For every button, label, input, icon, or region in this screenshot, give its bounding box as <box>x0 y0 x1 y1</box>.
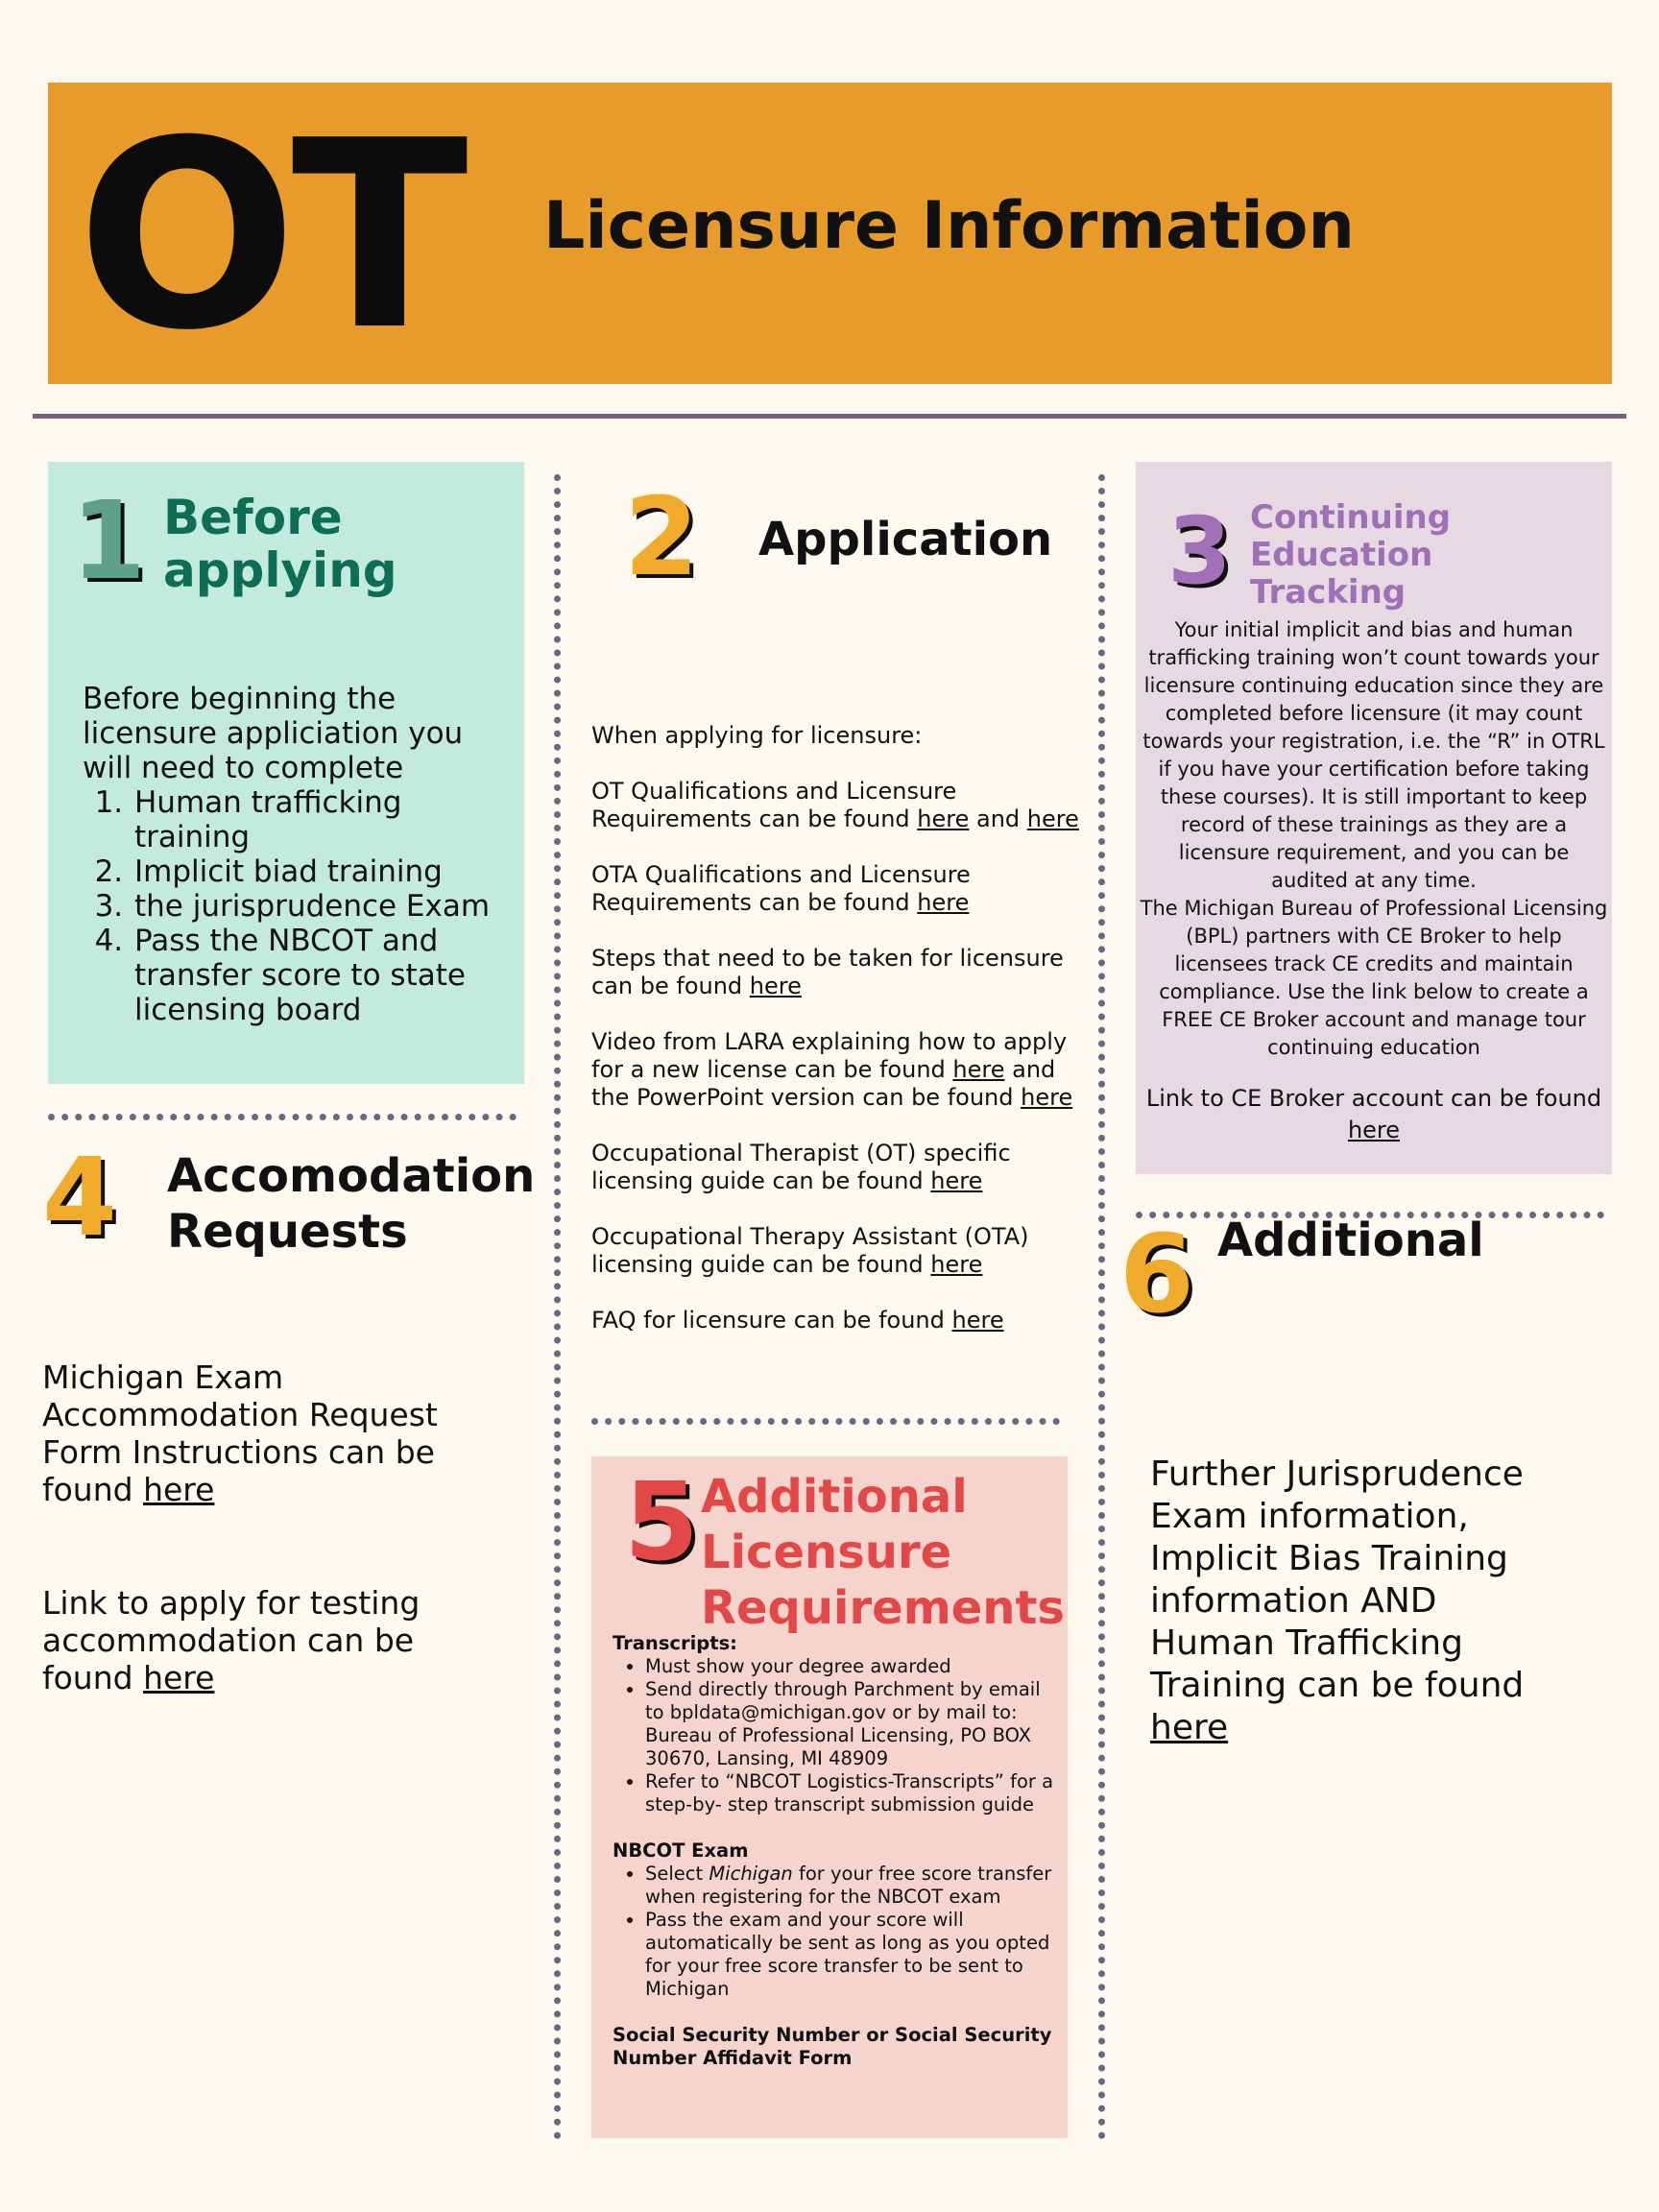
section-6-title: Additional <box>1217 1214 1484 1267</box>
accommodation-form-text: Michigan Exam Accommodation Request Form Instructions can be found here <box>42 1358 438 1508</box>
section-1-title-line1: Before <box>163 490 343 545</box>
section-1-title <box>163 492 397 597</box>
section-3-title-line1: Continuing <box>1250 498 1452 537</box>
application-intro: When applying for licensure: <box>591 722 923 749</box>
ce-broker-link[interactable]: here <box>1347 1117 1401 1143</box>
accommodation-form-link[interactable]: here <box>143 1471 215 1508</box>
list-item: • Select Michigan for your free score transfer when registering for the NBCOT exam <box>645 1863 1064 1909</box>
section-5-body <box>613 1632 1064 2070</box>
section-3-title <box>1250 499 1451 612</box>
list-item: • Refer to “NBCOT Logistics-Transcripts” for a step-by- step transcript submission guide <box>645 1770 1064 1816</box>
section-4-title-line2: Requests <box>167 1205 408 1259</box>
section-3-title-line3: Tracking <box>1250 573 1407 612</box>
licensure-steps-text: Steps that need to be taken for licensure can be found here <box>591 945 1064 999</box>
list-item: • Send directly through Parchment by email to bpldata@michigan.gov or by mail to: Bureau of Professional Licensing, PO BOX 30670, Lansing, MI 48909 <box>645 1678 1064 1770</box>
section-number-5: 5 <box>624 1460 699 1585</box>
page-title: Licensure Information <box>543 188 1355 264</box>
section-3-title-line2: Education <box>1250 536 1433 574</box>
nbcot-list <box>613 1863 1064 2001</box>
transcripts-heading: Transcripts: <box>613 1632 737 1654</box>
section-2-title: Application <box>758 513 1053 566</box>
further-info-text: Further Jurisprudence Exam information, Implicit Bias Training information AND Human Trafficking Training can be found <box>1150 1455 1525 1705</box>
section-divider-5 <box>591 1418 1060 1425</box>
testing-accommodation-link[interactable]: here <box>143 1659 215 1696</box>
section-1-title-line2: applying <box>163 542 397 598</box>
ce-broker-link-text <box>1140 1083 1608 1146</box>
section-number-4: 4 <box>42 1136 117 1261</box>
testing-accommodation-text: Link to apply for testing accommodation can be found here <box>42 1584 421 1696</box>
nbcot-heading: NBCOT Exam <box>613 1839 749 1862</box>
powerpoint-link[interactable]: here <box>1021 1084 1073 1111</box>
section-5-title <box>701 1469 1065 1636</box>
list-item: 1. Human trafficking training <box>132 785 515 854</box>
section-number-1: 1 <box>71 479 146 604</box>
requirements-list <box>83 785 515 1027</box>
section-6-body <box>1150 1454 1563 1749</box>
list-item: 3. the jurisprudence Exam <box>132 889 515 924</box>
ota-qualifications-link[interactable]: here <box>917 889 970 916</box>
list-item: 2. Implicit biad training <box>132 854 515 889</box>
ota-guide-text: Occupational Therapy Assistant (OTA) licensing guide can be found here <box>591 1223 1029 1278</box>
header-divider <box>33 414 1626 419</box>
list-item: • Pass the exam and your score will automatically be sent as long as you opted for your free score transfer to be sent to Michigan <box>645 1909 1064 2001</box>
section-2-body <box>591 722 1083 1334</box>
faq-text: FAQ for licensure can be found here <box>591 1307 1004 1334</box>
section-number-6: 6 <box>1119 1213 1194 1337</box>
list-item: • Must show your degree awarded <box>645 1655 1064 1678</box>
section-5-title-line1: Additional <box>701 1470 968 1524</box>
column-divider-left <box>554 474 561 2140</box>
section-4-body <box>42 1358 465 1696</box>
ot-guide-link[interactable]: here <box>930 1167 983 1194</box>
ota-qualifications-text: OTA Qualifications and Licensure Requirements can be found here <box>591 861 971 916</box>
section-4-title <box>167 1148 535 1260</box>
ot-qualifications-link-2[interactable]: here <box>1026 805 1079 832</box>
section-number-2: 2 <box>624 475 699 600</box>
section-1-intro: Before beginning the licensure appliciation you will need to complete <box>83 682 464 785</box>
licensure-steps-link[interactable]: here <box>749 973 802 999</box>
transcripts-list <box>613 1655 1064 1816</box>
list-item: 4. Pass the NBCOT and transfer score to state licensing board <box>132 924 515 1027</box>
section-divider-4 <box>48 1114 517 1120</box>
ce-broker-explanation: The Michigan Bureau of Professional Licensing (BPL) partners with CE Broker to help licensees track CE credits and maintain compliance. Use the link below to create a FREE CE Broker account and manage tour continuing education <box>1140 897 1608 1059</box>
ssn-heading: Social Security Number or Social Security Number Affidavit Form <box>613 2024 1052 2069</box>
ot-qualifications-text: OT Qualifications and Licensure Requirements can be found here and here <box>591 778 1079 832</box>
ota-guide-link[interactable]: here <box>930 1251 983 1278</box>
section-5-title-line3: Requirements <box>701 1581 1065 1635</box>
lara-video-link[interactable]: here <box>952 1056 1005 1083</box>
section-4-title-line1: Accomodation <box>167 1149 536 1203</box>
section-number-3: 3 <box>1167 497 1232 605</box>
ot-guide-text: Occupational Therapist (OT) specific licensing guide can be found here <box>591 1140 1011 1194</box>
lara-video-text: Video from LARA explaining how to apply for a new license can be found here and the PowerPoint version can be found here <box>591 1028 1073 1111</box>
ot-qualifications-link-1[interactable]: here <box>917 805 970 832</box>
column-divider-right <box>1098 474 1105 2140</box>
faq-link[interactable]: here <box>951 1307 1004 1334</box>
ce-broker-label: Link to CE Broker account can be found <box>1145 1085 1602 1112</box>
further-info-link[interactable]: here <box>1150 1708 1229 1747</box>
ot-title: OT <box>77 84 463 387</box>
ce-explanation: Your initial implicit and bias and human trafficking training won’t count towards your licensure continuing education since they are completed before licensure (it may count towards your registration, i.e. the “R” in OTRL if you have your certification before taking these courses). It is still important to keep record of these trainings as they are a licensure requirement, and you can be audited at any time. <box>1142 618 1605 892</box>
section-5-title-line2: Licensure <box>701 1526 952 1579</box>
section-1-body <box>83 682 515 1027</box>
section-3-body <box>1140 616 1608 1146</box>
